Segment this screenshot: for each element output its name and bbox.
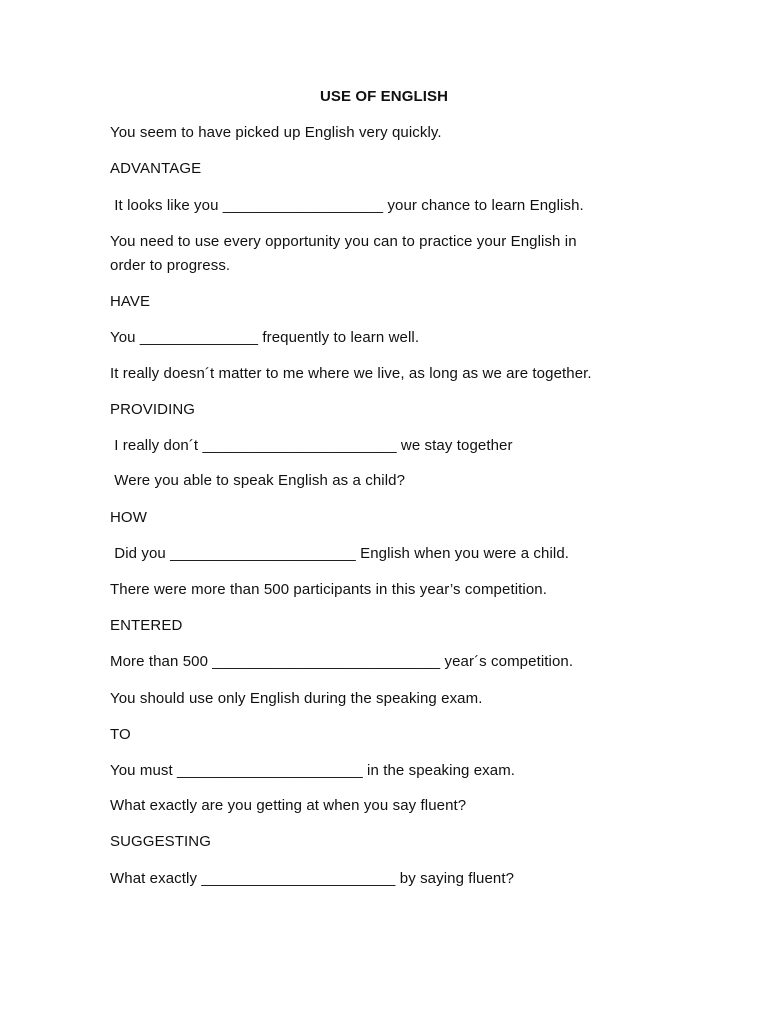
sentence-3-original: It really doesn´t matter to me where we live, as long as we are together.: [110, 365, 592, 382]
page-title: USE OF ENGLISH: [319, 88, 449, 105]
keyword-3: PROVIDING: [110, 401, 196, 418]
sentence-6-gap: You must ______________________ in the speaking exam.: [110, 762, 516, 779]
keyword-5: ENTERED: [110, 617, 183, 634]
sentence-3-gap: I really don´t _______________________ we stay together: [110, 437, 513, 454]
sentence-1-original: You seem to have picked up English very quickly.: [110, 124, 442, 141]
sentence-5-original: There were more than 500 participants in this year’s competition.: [110, 581, 547, 598]
sentence-7-gap: What exactly _______________________ by saying fluent?: [110, 870, 515, 887]
sentence-4-gap: Did you ______________________ English when you were a child.: [110, 545, 570, 562]
sentence-5-gap: More than 500 ___________________________ year´s competition.: [110, 653, 574, 670]
keyword-6: TO: [110, 726, 131, 743]
sentence-1-gap: It looks like you ___________________ your chance to learn English.: [110, 197, 584, 214]
sentence-4-original: Were you able to speak English as a child?: [110, 472, 406, 489]
sentence-7-original: What exactly are you getting at when you say fluent?: [110, 797, 467, 814]
sentence-6-original: You should use only English during the speaking exam.: [110, 690, 483, 707]
sentence-2-gap: You ______________ frequently to learn well.: [110, 329, 420, 346]
keyword-7: SUGGESTING: [110, 833, 212, 850]
keyword-4: HOW: [110, 509, 147, 526]
sentence-2-original-line-1: You need to use every opportunity you can to practice your English in: [110, 233, 577, 250]
keyword-1: ADVANTAGE: [110, 160, 202, 177]
sentence-2-original-line-2: order to progress.: [110, 257, 231, 274]
keyword-2: HAVE: [110, 293, 151, 310]
